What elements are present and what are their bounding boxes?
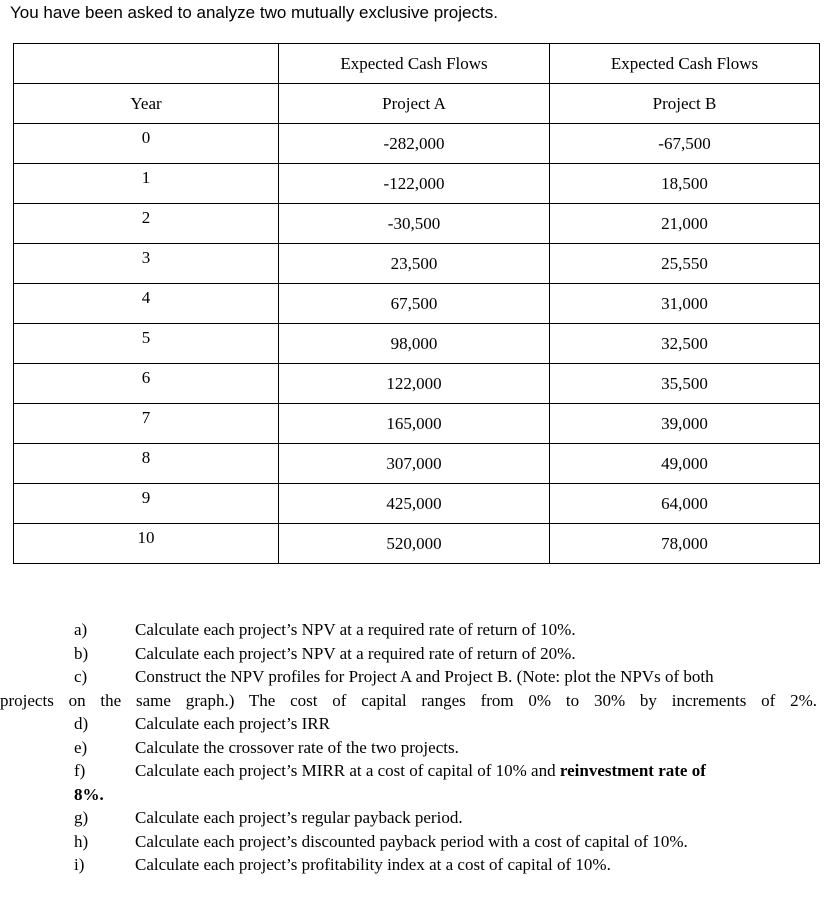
cash-flow-table bbox=[13, 43, 820, 564]
question-text: Calculate each project’s profitability index at a cost of capital of 10%. bbox=[135, 855, 611, 874]
table-row bbox=[14, 364, 820, 404]
project-b-cell: 35,500 bbox=[550, 364, 820, 404]
question-label: f) bbox=[74, 761, 86, 780]
year-cell: 5 bbox=[141, 327, 151, 347]
table-row bbox=[14, 404, 820, 444]
question-label: h) bbox=[74, 831, 89, 851]
year-cell: 10 bbox=[137, 527, 155, 547]
table-row bbox=[14, 164, 820, 204]
question-label: g) bbox=[74, 808, 89, 827]
project-a-cell: 23,500 bbox=[279, 244, 550, 284]
year-cell: 8 bbox=[141, 447, 151, 467]
question-label: c) bbox=[74, 667, 88, 686]
project-a-cell: 307,000 bbox=[279, 444, 550, 484]
question-a bbox=[72, 618, 822, 642]
header-cell: Project B bbox=[550, 84, 820, 124]
question-h bbox=[72, 830, 822, 854]
project-a-cell: -282,000 bbox=[279, 124, 550, 164]
project-a-cell: -122,000 bbox=[279, 164, 550, 204]
question-text: Calculate each project’s NPV at a required rate of return of 20%. bbox=[135, 643, 576, 663]
year-cell: 0 bbox=[141, 127, 151, 147]
table-row bbox=[14, 444, 820, 484]
table-header-row-top bbox=[14, 44, 820, 84]
project-a-cell: -30,500 bbox=[279, 204, 550, 244]
question-text: Calculate each project’s IRR bbox=[135, 714, 330, 733]
table-row bbox=[14, 244, 820, 284]
project-a-cell: 425,000 bbox=[279, 484, 550, 524]
project-a-cell: 98,000 bbox=[279, 324, 550, 364]
question-e bbox=[72, 736, 822, 760]
question-i bbox=[72, 853, 822, 877]
year-cell: 2 bbox=[141, 207, 151, 227]
intro-text: You have been asked to analyze two mutually exclusive projects. bbox=[10, 3, 498, 22]
project-b-cell: 18,500 bbox=[550, 164, 820, 204]
year-cell: 9 bbox=[141, 487, 151, 507]
question-text: Calculate each project’s NPV at a required rate of return of 10%. bbox=[135, 620, 576, 639]
project-b-cell: -67,500 bbox=[550, 124, 820, 164]
question-c bbox=[72, 665, 822, 689]
question-g bbox=[72, 806, 822, 830]
year-cell: 6 bbox=[141, 367, 151, 387]
question-label: a) bbox=[74, 620, 88, 639]
project-a-cell: 520,000 bbox=[279, 524, 550, 564]
question-text: Calculate each project’s MIRR at a cost of capital of 10% and bbox=[135, 761, 560, 780]
project-b-cell: 64,000 bbox=[550, 484, 820, 524]
question-list bbox=[0, 618, 822, 877]
question-label: d) bbox=[74, 714, 89, 733]
year-cell: 1 bbox=[141, 167, 151, 187]
question-text: Calculate each project’s discounted payback period with a cost of capital of 10%. bbox=[135, 831, 688, 851]
question-c-continuation: projects on the same graph.) The cost of capital ranges from 0% to 30% by increments of 2%. bbox=[0, 690, 817, 710]
header-cell: Expected Cash Flows bbox=[550, 44, 820, 84]
question-f bbox=[72, 759, 822, 783]
table-row bbox=[14, 324, 820, 364]
table-row bbox=[14, 124, 820, 164]
question-text: Calculate the crossover rate of the two projects. bbox=[135, 737, 459, 757]
year-cell: 7 bbox=[141, 407, 151, 427]
table-header-row-bottom bbox=[14, 84, 820, 124]
question-d bbox=[72, 712, 822, 736]
header-cell: Project A bbox=[279, 84, 550, 124]
table-row bbox=[14, 524, 820, 564]
project-a-cell: 67,500 bbox=[279, 284, 550, 324]
year-cell: 3 bbox=[141, 247, 151, 267]
question-b bbox=[72, 642, 822, 666]
header-cell: Year bbox=[14, 84, 279, 124]
question-label: b) bbox=[74, 643, 89, 663]
project-b-cell: 25,550 bbox=[550, 244, 820, 284]
table-row bbox=[14, 204, 820, 244]
project-b-cell: 21,000 bbox=[550, 204, 820, 244]
project-b-cell: 78,000 bbox=[550, 524, 820, 564]
header-cell bbox=[14, 44, 279, 84]
header-cell: Expected Cash Flows bbox=[279, 44, 550, 84]
project-b-cell: 31,000 bbox=[550, 284, 820, 324]
question-text: Construct the NPV profiles for Project A and Project B. (Note: plot the NPVs of both bbox=[135, 667, 714, 686]
project-a-cell: 122,000 bbox=[279, 364, 550, 404]
project-a-cell: 165,000 bbox=[279, 404, 550, 444]
project-b-cell: 39,000 bbox=[550, 404, 820, 444]
table-row bbox=[14, 284, 820, 324]
project-b-cell: 49,000 bbox=[550, 444, 820, 484]
question-text: Calculate each project’s regular payback period. bbox=[135, 808, 463, 827]
question-label: e) bbox=[74, 737, 88, 757]
question-label: i) bbox=[74, 855, 85, 874]
year-cell: 4 bbox=[141, 287, 151, 307]
question-f-continuation: 8%. bbox=[74, 784, 104, 804]
project-b-cell: 32,500 bbox=[550, 324, 820, 364]
table-row bbox=[14, 484, 820, 524]
question-text-bold: reinvestment rate of bbox=[559, 761, 706, 780]
